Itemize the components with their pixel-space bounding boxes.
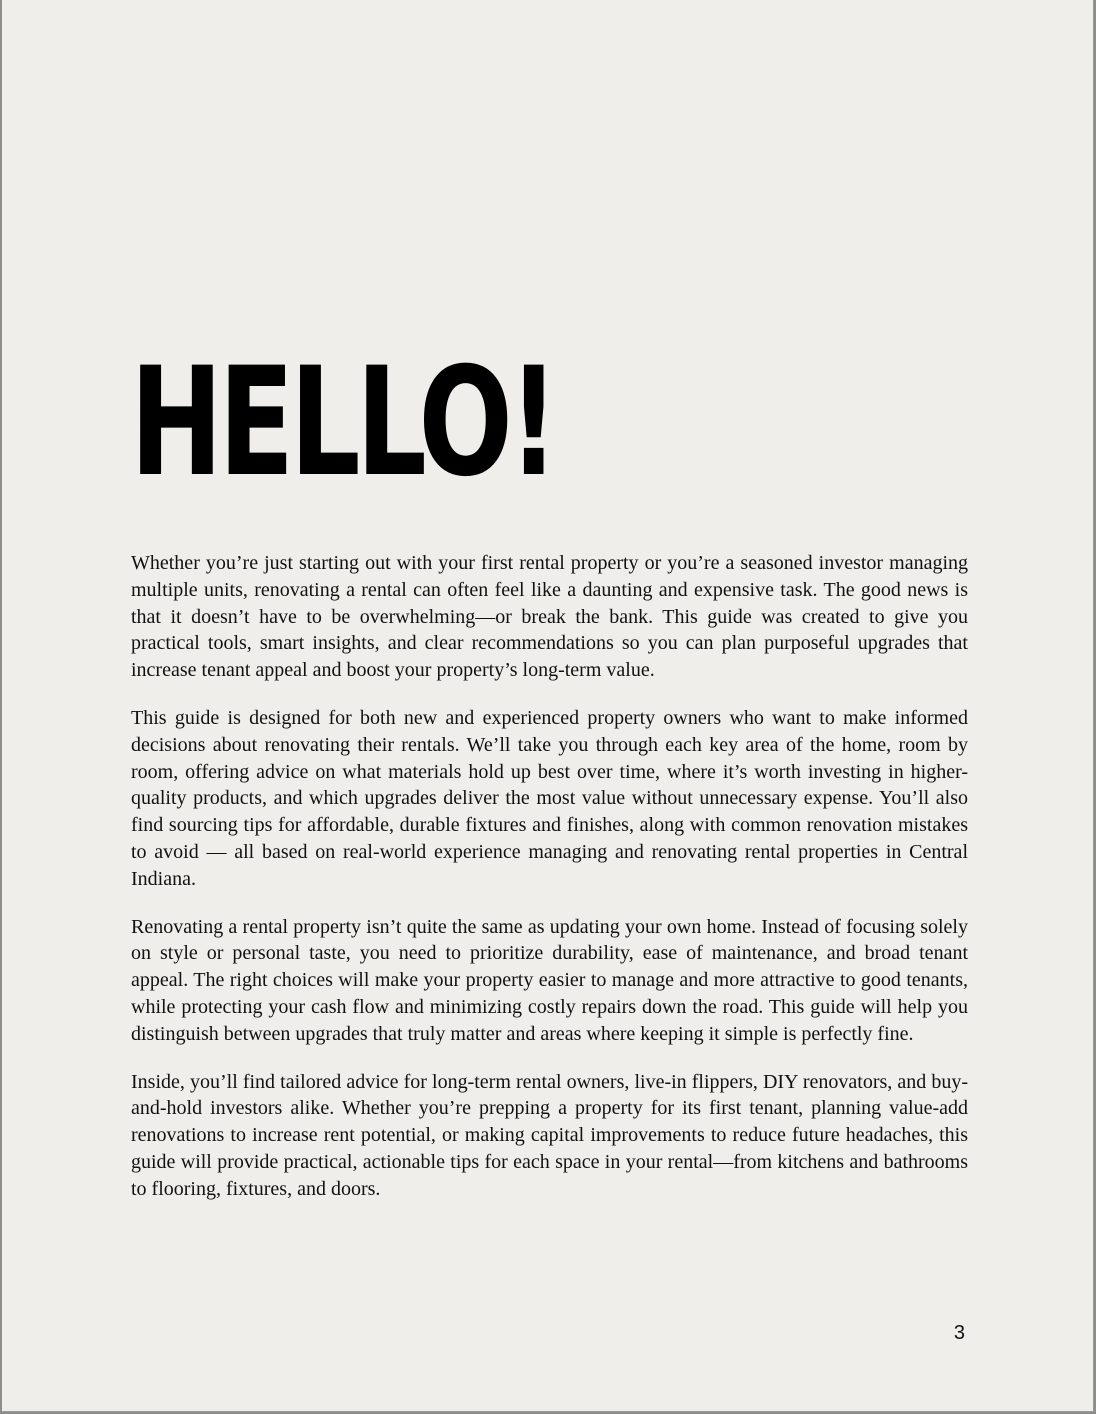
body-text	[131, 550, 968, 1224]
paragraph-4: Inside, you’ll find tailored advice for long-term rental owners, live-in flippers, DIY renovators, and buy-and-hold investors alike. Whether you’re prepping a property for its first tenant, planning value-add renovations to increase rent potential, or making capital improvements to reduce future headaches, this guide will provide practical, actionable tips for each space in your rental—from kitchens and bathrooms to flooring, fixtures, and doors.	[131, 1070, 968, 1200]
paragraph-2: This guide is designed for both new and experienced property owners who want to make informed decisions about renovating their rentals. We’ll take you through each key area of the home, room by room, offering advice on what materials hold up best over time, where it’s worth investing in higher-quality products, and which upgrades deliver the most value without unnecessary expense. You’ll also find sourcing tips for affordable, durable fixtures and finishes, along with common renovation mistakes to avoid — all based on real-world experience managing and renovating rental properties in Central Indiana.	[131, 706, 968, 890]
document-page	[2, 0, 1094, 1412]
page-title: HELLO!	[130, 336, 555, 510]
paragraph-1: Whether you’re just starting out with your first rental property or you’re a seasoned investor managing multiple units, renovating a rental can often feel like a daunting and expensive task. The good news is that it doesn’t have to be overwhelming—or break the bank. This guide was created to give you practical tools, smart insights, and clear recommendations so you can plan purposeful upgrades that increase tenant appeal and boost your property’s long-term value.	[131, 552, 968, 682]
page-number: 3	[953, 1322, 965, 1344]
paragraph-3: Renovating a rental property isn’t quite the same as updating your own home. Instead of focusing solely on style or personal taste, you need to prioritize durability, ease of maintenance, and broad tenant appeal. The right choices will make your property easier to manage and more attractive to good tenants, while protecting your cash flow and minimizing costly repairs down the road. This guide will help you distinguish between upgrades that truly matter and areas where keeping it simple is perfectly fine.	[131, 915, 968, 1045]
